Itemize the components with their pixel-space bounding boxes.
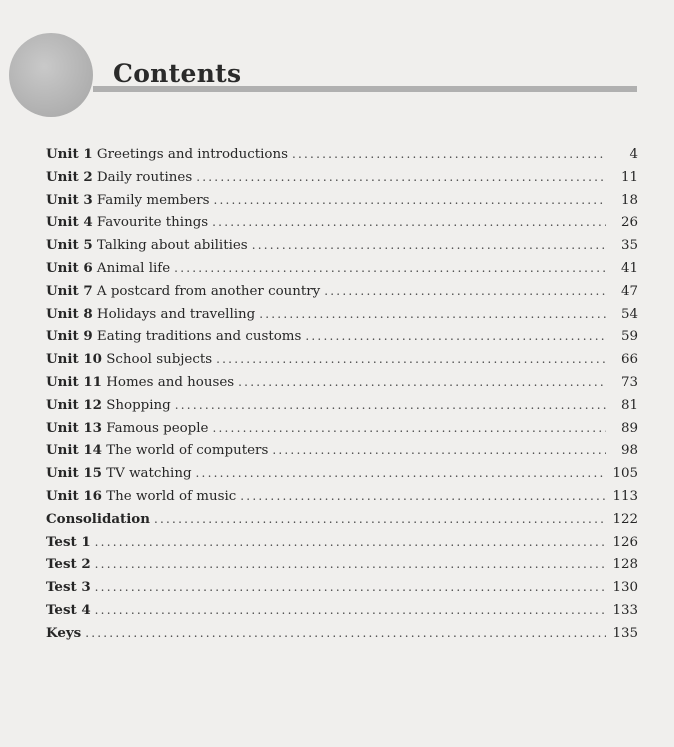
- toc-entry-number: Unit 10: [46, 351, 102, 368]
- dot-leader: [324, 280, 606, 303]
- toc-entry-page: 73: [620, 374, 638, 390]
- toc-entry-label: [46, 348, 212, 372]
- toc-entry-page: 89: [620, 420, 638, 436]
- toc-entry-title: Favourite things: [92, 215, 209, 231]
- toc-entry-label: [46, 234, 248, 258]
- toc-entry-page: 126: [612, 534, 638, 550]
- toc-entry-title: Famous people: [101, 420, 209, 436]
- toc-entry: [46, 508, 638, 531]
- toc-entry-page: 128: [612, 557, 638, 573]
- toc-entry-page: 113: [612, 488, 638, 504]
- toc-entry-number: Unit 14: [46, 442, 102, 459]
- toc-entry-title: A postcard from another country: [92, 283, 321, 299]
- toc-entry-number: Unit 11: [46, 373, 102, 390]
- toc-entry-title: TV watching: [101, 466, 192, 482]
- toc-entry: [46, 280, 638, 303]
- toc-entry-page: 41: [620, 260, 638, 276]
- toc-entry: [46, 234, 638, 257]
- toc-entry-title: Family members: [92, 192, 210, 208]
- toc-entry-number: Unit 9: [46, 328, 93, 345]
- toc-entry-title: Animal life: [92, 260, 171, 276]
- toc-entry-title: School subjects: [101, 352, 213, 368]
- toc-entry-number: Test 4: [46, 601, 91, 618]
- toc-entry-label: [46, 303, 255, 327]
- dot-leader: [305, 325, 606, 348]
- toc-entry-page: 130: [612, 580, 638, 596]
- dot-leader: [212, 211, 606, 234]
- toc-entry-title: Talking about abilities: [92, 238, 248, 254]
- toc-entry-label: [46, 553, 91, 577]
- toc-entry: [46, 303, 638, 326]
- toc-entry-title: Eating traditions and customs: [92, 329, 302, 345]
- decorative-circle: [9, 33, 93, 117]
- toc-entry: [46, 599, 638, 622]
- toc-entry: [46, 622, 638, 645]
- toc-entry: [46, 462, 638, 485]
- toc-entry-title: Daily routines: [92, 169, 193, 185]
- toc-entry-number: Unit 6: [46, 259, 93, 276]
- toc-entry: [46, 553, 638, 576]
- toc-entry-number: Unit 3: [46, 191, 93, 208]
- toc-entry-page: 135: [612, 625, 638, 641]
- dot-leader: [175, 394, 606, 417]
- toc-entry: [46, 531, 638, 554]
- dot-leader: [95, 576, 606, 599]
- toc-entry-label: [46, 485, 236, 509]
- dot-leader: [292, 143, 606, 166]
- toc-entry: [46, 371, 638, 394]
- toc-entry-number: Unit 7: [46, 282, 93, 299]
- toc-entry-number: Unit 4: [46, 214, 93, 231]
- toc-entry-label: [46, 417, 208, 441]
- toc-entry-number: Unit 13: [46, 419, 102, 436]
- toc-entry-page: 59: [620, 329, 638, 345]
- toc-entry-label: [46, 371, 234, 395]
- toc-entry-label: [46, 508, 150, 532]
- toc-entry-label: [46, 257, 170, 281]
- dot-leader: [213, 189, 606, 212]
- dot-leader: [196, 462, 606, 485]
- toc-entry: [46, 189, 638, 212]
- dot-leader: [238, 371, 606, 394]
- dot-leader: [95, 553, 606, 576]
- toc-entry: [46, 394, 638, 417]
- dot-leader: [154, 508, 606, 531]
- toc-entry-page: 35: [620, 238, 638, 254]
- toc-entry-page: 133: [612, 602, 638, 618]
- toc-entry-label: [46, 189, 209, 213]
- toc-entry-label: [46, 211, 208, 235]
- toc-entry-page: 105: [612, 466, 638, 482]
- toc-entry-number: Unit 15: [46, 465, 102, 482]
- toc-entry-number: Consolidation: [46, 510, 150, 527]
- toc-entry-label: [46, 166, 192, 190]
- toc-entry: [46, 257, 638, 280]
- toc-entry-number: Test 1: [46, 533, 91, 550]
- toc-entry-label: [46, 394, 171, 418]
- toc-entry-label: [46, 280, 320, 304]
- toc-entry: [46, 166, 638, 189]
- toc-entry-number: Unit 16: [46, 487, 102, 504]
- toc-entry-title: Shopping: [101, 397, 171, 413]
- toc-entry-title: The world of computers: [101, 443, 269, 459]
- toc-entry-label: [46, 576, 91, 600]
- toc-entry-label: [46, 462, 192, 486]
- toc-entry-title: Holidays and travelling: [92, 306, 256, 322]
- toc-entry-page: 66: [620, 352, 638, 368]
- toc-entry-number: Keys: [46, 624, 82, 641]
- toc-entry-number: Test 2: [46, 556, 91, 573]
- dot-leader: [240, 485, 606, 508]
- toc-entry-number: Unit 2: [46, 168, 93, 185]
- dot-leader: [95, 531, 606, 554]
- toc-entry-page: 18: [620, 192, 638, 208]
- toc-entry-label: [46, 439, 268, 463]
- toc-entry-label: [46, 325, 301, 349]
- toc-entry-page: 47: [620, 283, 638, 299]
- toc-entry-label: [46, 143, 288, 167]
- toc-entry-page: 122: [612, 511, 638, 527]
- dot-leader: [95, 599, 606, 622]
- table-of-contents: [46, 143, 638, 645]
- toc-entry-number: Test 3: [46, 579, 91, 596]
- toc-entry-page: 26: [620, 215, 638, 231]
- toc-entry-page: 11: [620, 169, 638, 185]
- dot-leader: [216, 348, 606, 371]
- toc-entry-number: Unit 12: [46, 396, 102, 413]
- dot-leader: [252, 234, 606, 257]
- dot-leader: [174, 257, 606, 280]
- toc-entry-number: Unit 1: [46, 146, 93, 162]
- toc-entry-title: Greetings and introductions: [92, 147, 288, 162]
- toc-entry-number: Unit 8: [46, 305, 93, 322]
- toc-entry-page: 98: [620, 443, 638, 459]
- toc-entry-label: [46, 531, 91, 555]
- dot-leader: [212, 417, 606, 440]
- page-title: Contents: [113, 59, 242, 88]
- dot-leader: [259, 303, 606, 326]
- toc-entry: [46, 325, 638, 348]
- dot-leader: [272, 439, 606, 462]
- toc-entry: [46, 417, 638, 440]
- toc-entry-label: [46, 599, 91, 623]
- dot-leader: [85, 622, 606, 645]
- toc-entry-page: 54: [620, 306, 638, 322]
- toc-entry-title: Homes and houses: [101, 374, 235, 390]
- toc-entry-label: [46, 622, 81, 646]
- toc-entry: [46, 348, 638, 371]
- toc-entry-number: Unit 5: [46, 237, 93, 254]
- toc-entry-page: 4: [629, 147, 638, 162]
- toc-entry: [46, 485, 638, 508]
- toc-entry: [46, 143, 638, 166]
- toc-entry: [46, 211, 638, 234]
- toc-entry-title: The world of music: [101, 488, 237, 504]
- toc-entry: [46, 576, 638, 599]
- toc-entry: [46, 439, 638, 462]
- dot-leader: [196, 166, 606, 189]
- toc-entry-page: 81: [620, 397, 638, 413]
